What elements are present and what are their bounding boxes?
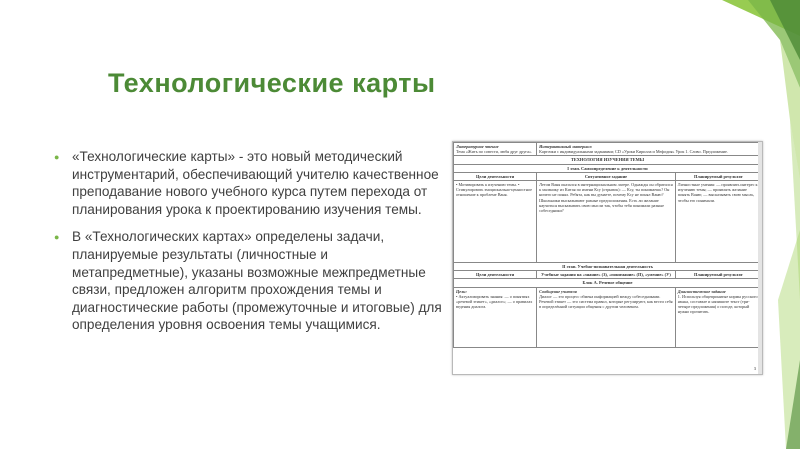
doc-col-situation: Ситуативное задание: [537, 172, 676, 180]
doc-materials-title: Интерактивный материал:: [539, 144, 593, 149]
bullet-text: В «Технологических картах» определены задачи, планируемые результаты (личностные и метапредметные), указаны возможные межпредметные связи, предложен алгоритм прохождения темы и диагностические работы (промежуточные и итоговые) для определения уровня освоения темы учащимися.: [72, 229, 442, 333]
doc-knowledge-text: Диалог — это процесс обмена информацией между собеседниками. Речевой этикет — это система правил, которые регулируют, как вести себя в определённой ситуации общения с другим человеком.: [539, 293, 673, 310]
doc-tasks-header: Учебные задания на «знание» (З), «понимание» (П), «умение» (У): [537, 271, 676, 279]
doc-situation-text: Летом Ваня оказался в интернациональном лагере. Однажды он обратился к мальчику из Китая по имени Ксу (отрывок): — Ксу, ты понимаешь? Он ничего не понял. Ребята, как вы думаете, почему Ксу не понял Ваню? Школьники высказывают разные предположения. Есть ли желание научиться высказывать свою мысли так, чтобы тебя понимали разные собеседники?: [537, 181, 676, 263]
technology-map-document: [452, 141, 763, 375]
doc-diag-text: 1. Используя общепринятые нормы русского языка, составьте и напишите текст (три-четыре предложения) о погоде, который нужно прочитать.: [677, 293, 758, 315]
document-table: [453, 142, 762, 348]
doc-goals2-text: • Актуализировать знания: — о понятиях «речевой этикет», «диалог»; — о правилах ведения диалога.: [456, 293, 533, 310]
bullet-item: [54, 148, 444, 218]
doc-subject-cell: [454, 143, 537, 156]
doc-goals-text: • Мотивировать к изучению темы. • Стимулировать эмоционально-ценностное отношение к проблеме Ваня.: [454, 181, 537, 263]
doc-block-a: Блок А. Речевое общение: [454, 279, 762, 287]
bullet-list: [54, 148, 444, 344]
doc-diag-cell: [675, 287, 761, 347]
doc-materials-text: Карточки с индивидуальными заданиями; CD «Уроки Кирилла и Мефодия» Урок 1. Слово. Предложение.: [539, 149, 728, 155]
bullet-marker-icon: ●: [54, 232, 60, 243]
doc-stage-1: I этап. Самоопределение к деятельности: [454, 164, 762, 172]
doc-subject-text: Тема «Жить по совести, любя друг друга».: [456, 149, 533, 155]
doc-section-title: ТЕХНОЛОГИЯ ИЗУЧЕНИЯ ТЕМЫ: [454, 156, 762, 164]
doc-col-goals: Цели деятельности: [454, 172, 537, 180]
bullet-text: «Технологические карты» - это новый методический инструментарий, обеспечивающий учителю качественное преподавание нового учебного курса путем перехода от планирования урока к проектированию изучения темы.: [72, 149, 439, 217]
doc-knowledge-title: Сообщение учителя: [539, 288, 577, 294]
doc-knowledge-cell: [537, 287, 676, 347]
doc-goals2-cell: [454, 287, 537, 347]
doc-col-result: Планируемый результат: [675, 172, 761, 180]
doc-subject-title: Литературное чтение: [456, 144, 499, 149]
doc-col-goals-2: Цели деятельности: [454, 271, 537, 279]
bullet-marker-icon: ●: [54, 152, 60, 162]
doc-scrollbar: [758, 142, 762, 374]
doc-col-result-2: Планируемый результат: [675, 271, 761, 279]
doc-diag-title: Диагностическое задание: [677, 288, 726, 294]
doc-result-text: Личностные умения: — проявлять интерес к изучению темы; — проявлять желание понять Ваню; — высказывать свою мысль, чтобы его понимали.: [675, 181, 761, 263]
slide-title: Технологические карты: [108, 68, 436, 98]
doc-goals2-title: Цели:: [456, 288, 467, 294]
doc-materials-cell: [537, 143, 762, 156]
bullet-item: [54, 228, 444, 334]
doc-page-number: 3: [753, 366, 756, 371]
doc-stage-2: II этап. Учебно-познавательная деятельность: [454, 263, 762, 271]
